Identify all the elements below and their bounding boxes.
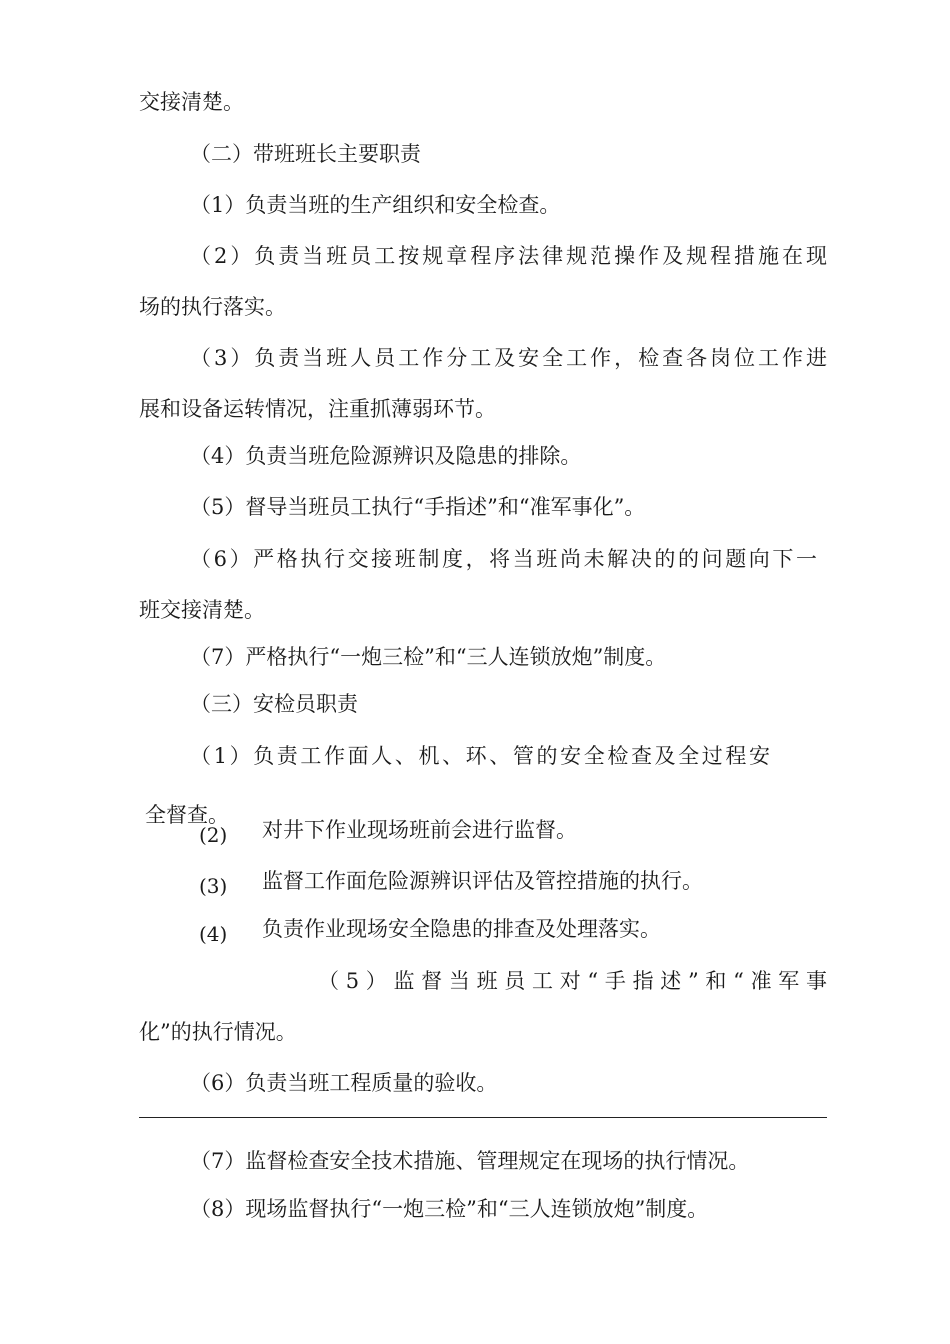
- paragraph-line: （6）严格执行交接班制度，将当班尚未解决的的问题向下一: [190, 547, 817, 571]
- paragraph-line: 展和设备运转情况，注重抓薄弱环节。: [139, 397, 496, 421]
- horizontal-rule: [139, 1117, 827, 1118]
- list-item-text: 负责作业现场安全隐患的排查及处理落实。: [262, 917, 661, 941]
- paragraph-line: （1）负责工作面人、机、环、管的安全检查及全过程安: [190, 744, 770, 768]
- section-heading: （三）安检员职责: [190, 692, 358, 716]
- paragraph-line: （7）监督检查安全技术措施、管理规定在现场的执行情况。: [190, 1149, 750, 1173]
- list-number: (3): [199, 874, 228, 898]
- paragraph-line: 交接清楚。: [139, 90, 244, 114]
- paragraph-line: （5）督导当班员工执行“手指述”和“准军事化”。: [190, 495, 646, 519]
- section-heading: （二）带班班长主要职责: [190, 142, 421, 166]
- paragraph-line: 化”的执行情况。: [139, 1020, 297, 1044]
- list-number: (2): [199, 823, 228, 847]
- paragraph-line: （4）负责当班危险源辨识及隐患的排除。: [190, 444, 582, 468]
- paragraph-line: （3）负责当班人员工作分工及安全工作，检查各岗位工作进: [190, 346, 827, 370]
- paragraph-line: （8）现场监督执行“一炮三检”和“三人连锁放炮”制度。: [190, 1197, 709, 1221]
- list-item-text: 对井下作业现场班前会进行监督。: [262, 818, 577, 842]
- paragraph-line: （1）负责当班的生产组织和安全检查。: [190, 193, 561, 217]
- paragraph-line: （2）负责当班员工按规章程序法律规范操作及规程措施在现: [190, 244, 827, 268]
- paragraph-line: （7）严格执行“一炮三检”和“三人连锁放炮”制度。: [190, 645, 667, 669]
- paragraph-line: （5）监督当班员工对“手指述”和“准军事: [318, 969, 827, 993]
- paragraph-line: （6）负责当班工程质量的验收。: [190, 1071, 498, 1095]
- paragraph-line: 全督查。: [145, 803, 229, 827]
- list-item-text: 监督工作面危险源辨识评估及管控措施的执行。: [262, 869, 703, 893]
- paragraph-line: 场的执行落实。: [139, 295, 286, 319]
- list-number: (4): [199, 922, 228, 946]
- paragraph-line: 班交接清楚。: [139, 598, 265, 622]
